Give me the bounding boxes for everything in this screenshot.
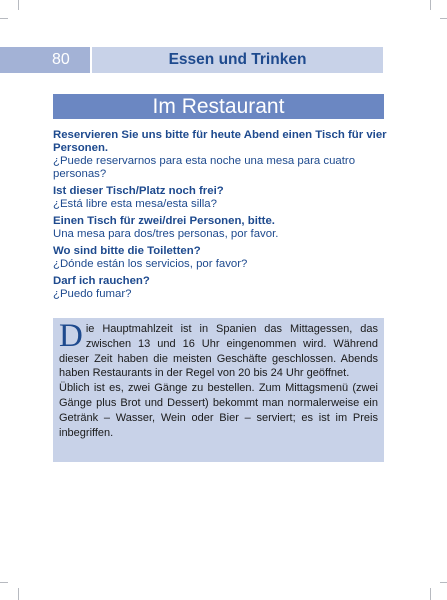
culture-info-box bbox=[53, 318, 384, 462]
crop-mark-top-right bbox=[430, 0, 431, 10]
crop-mark-right-top bbox=[440, 18, 447, 19]
phrase-item bbox=[53, 275, 388, 301]
info-paragraph-1-text: ie Hauptmahlzeit ist in Spanien das Mittagessen, das zwischen 13 und 16 Uhr eingenommen wird. Während dieser Zeit haben die meisten Geschäfte geschlossen. Abends haben Restaurants in der Regel von 20 bis 24 Uhr geöffnet. bbox=[59, 323, 378, 380]
phrase-item bbox=[53, 185, 388, 211]
phrase-german: Wo sind bitte die Toiletten? bbox=[53, 245, 201, 257]
running-header bbox=[0, 47, 447, 73]
phrase-item bbox=[53, 245, 388, 271]
crop-mark-left-bottom bbox=[0, 582, 8, 583]
phrase-german: Reservieren Sie uns bitte für heute Abend einen Tisch für vier Personen. bbox=[53, 129, 387, 154]
crop-mark-bottom-left bbox=[18, 588, 19, 600]
phrase-item bbox=[53, 215, 388, 241]
info-paragraph-2: Üblich ist es, zwei Gänge zu bestellen. Zum Mittagsmenü (zwei Gänge plus Brot und Dessert) bekommt man normalerweise ein Getränk – Wasser, Wein oder Bier – serviert; es ist im Preis inbegriffen. bbox=[59, 382, 378, 439]
phrase-spanish: ¿Está libre esta mesa/esta silla? bbox=[53, 198, 217, 210]
phrase-item bbox=[53, 129, 388, 181]
page-number: 80 bbox=[0, 47, 90, 73]
phrase-spanish: ¿Puede reservarnos para esta noche una mesa para cuatro personas? bbox=[53, 155, 356, 180]
phrase-german: Ist dieser Tisch/Platz noch frei? bbox=[53, 185, 224, 197]
crop-mark-right-bottom bbox=[440, 582, 447, 583]
phrase-german: Einen Tisch für zwei/drei Personen, bitte. bbox=[53, 215, 275, 227]
phrase-list bbox=[53, 129, 388, 305]
phrase-spanish: ¿Dónde están los servicios, por favor? bbox=[53, 258, 248, 270]
phrase-spanish: Una mesa para dos/tres personas, por favor. bbox=[53, 228, 279, 240]
chapter-title: Essen und Trinken bbox=[92, 47, 383, 73]
phrase-german: Darf ich rauchen? bbox=[53, 275, 150, 287]
phrase-spanish: ¿Puedo fumar? bbox=[53, 288, 132, 300]
info-paragraph-1 bbox=[59, 318, 378, 381]
crop-mark-bottom-right bbox=[430, 588, 431, 600]
drop-cap: D bbox=[59, 318, 83, 354]
section-title: Im Restaurant bbox=[53, 94, 384, 119]
crop-mark-left-top bbox=[0, 18, 8, 19]
crop-mark-top-left bbox=[18, 0, 19, 10]
